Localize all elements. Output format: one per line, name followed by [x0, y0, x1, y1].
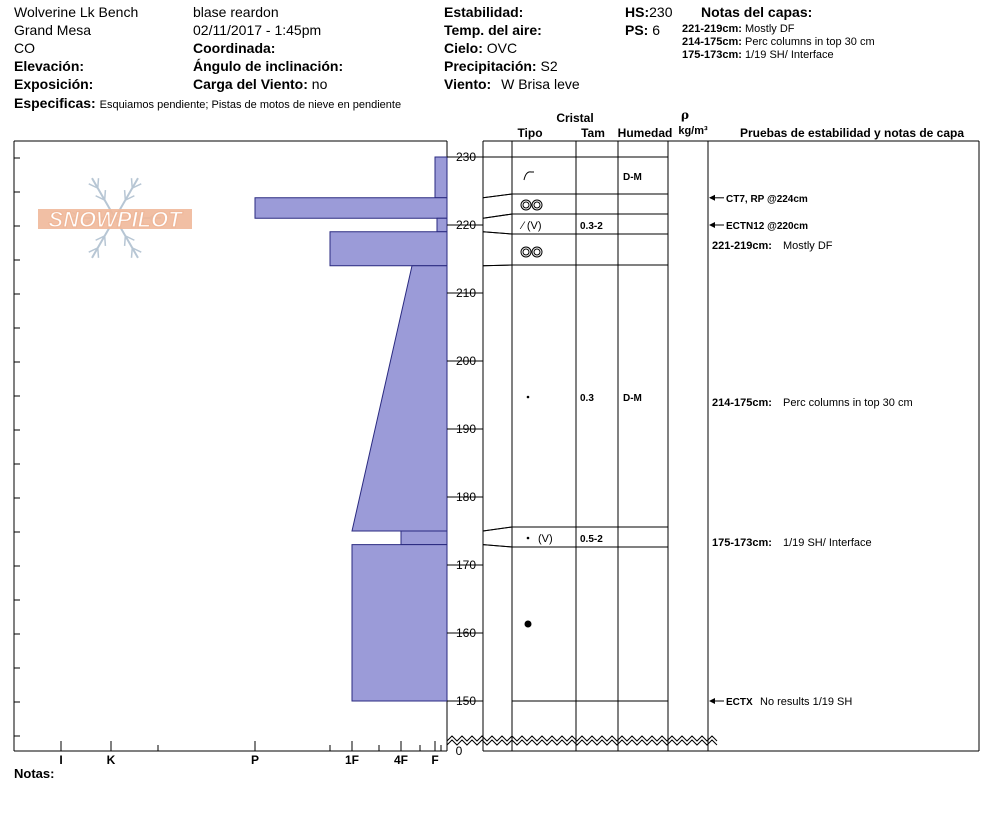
- layer-note-text: 1/19 SH/ Interface: [745, 49, 834, 61]
- grain-symbol: [524, 172, 534, 180]
- hs-label: HS:: [625, 4, 650, 20]
- hardness-tick-label: K: [106, 753, 116, 767]
- hardness-bars: [255, 157, 447, 701]
- layer-connector: [483, 265, 512, 266]
- layer-note-range: 214-175cm:: [682, 36, 742, 48]
- hardness-tick-label: I: [59, 753, 63, 767]
- rounded-grain-icon: [523, 202, 529, 208]
- sky-label: Cielo:: [444, 40, 483, 56]
- layer-connector: [483, 545, 512, 547]
- precip-value: S2: [540, 58, 558, 74]
- height-tick-label: 230: [455, 150, 477, 164]
- hardness-tick-label: 4F: [393, 753, 409, 767]
- snowpilot-logo: [38, 178, 192, 258]
- wind-label: Viento:: [444, 76, 492, 92]
- snowflake-branch: [105, 190, 106, 200]
- layer-connector: [483, 232, 512, 234]
- wind-load-value: no: [311, 76, 328, 92]
- exposure-label: Exposición:: [14, 76, 94, 92]
- height-tick-label: 170: [455, 558, 477, 572]
- sky-value: OVC: [486, 40, 518, 56]
- elevation-label: Elevación:: [14, 58, 85, 74]
- test-arrow-head: [709, 195, 715, 201]
- layer-note-text: Perc columns in top 30 cm: [783, 397, 913, 409]
- layer-connector: [483, 527, 512, 531]
- height-tick-label: 150: [455, 694, 477, 708]
- test-label: ECTX: [726, 697, 753, 708]
- test-arrow-head: [709, 698, 715, 704]
- snowflake-branch: [125, 190, 126, 200]
- slope-angle-label: Ángulo de inclinación:: [193, 58, 344, 74]
- hardness-tick-label: P: [250, 753, 260, 767]
- observation-datetime: 02/11/2017 - 1:45pm: [193, 22, 322, 38]
- hardness-bar: [352, 545, 447, 701]
- layer-connector: [483, 214, 512, 218]
- layer-note-range: 175-173cm:: [682, 49, 742, 61]
- snowflake-branch: [98, 248, 99, 258]
- height-tick-label: 220: [455, 218, 477, 232]
- height-tick-label: 190: [455, 422, 477, 436]
- snowflake-branch: [125, 236, 126, 246]
- grain-size-label: 0.3-2: [580, 221, 603, 232]
- layer-note-text: Mostly DF: [745, 23, 795, 35]
- layer-note-text: 1/19 SH/ Interface: [783, 537, 872, 549]
- layer-note-range: 175-173cm:: [712, 537, 772, 549]
- snowflake-branch: [105, 236, 106, 246]
- grain-symbol: [519, 220, 542, 232]
- snowflake-branch: [131, 248, 132, 258]
- hardness-bar: [435, 157, 447, 198]
- height-tick-label: 210: [455, 286, 477, 300]
- coordinate-label: Coordinada:: [193, 40, 276, 56]
- decomposing-icon: [524, 172, 534, 180]
- col-header-rho: ρ: [681, 108, 689, 122]
- stability-label: Estabilidad:: [444, 4, 524, 20]
- col-header-tests: Pruebas de estabilidad y notas de capa: [739, 126, 965, 140]
- snowflake-branch: [131, 178, 132, 188]
- grain-symbol: [527, 396, 530, 399]
- precip-label: Precipitación:: [444, 58, 537, 74]
- layer-note-range: 221-219cm:: [712, 240, 772, 252]
- grain-symbol: [527, 533, 553, 545]
- hardness-bar: [352, 266, 447, 531]
- layer-notes-title: Notas del capas:: [701, 4, 813, 20]
- grain-symbol: [521, 247, 542, 257]
- hardness-bar: [437, 218, 447, 232]
- ps-label: PS:: [625, 22, 649, 38]
- grain-size-label: 0.5-2: [580, 534, 603, 545]
- air-temp-label: Temp. del aire:: [444, 22, 542, 38]
- ps-value: 6: [652, 22, 661, 38]
- layer-rows: [519, 172, 642, 628]
- notes-label: Notas:: [14, 766, 55, 781]
- test-arrow-head: [709, 222, 715, 228]
- location-name: Wolverine Lk Bench: [14, 4, 139, 20]
- specifics-label: Especificas:: [14, 95, 96, 111]
- col-header-tipo: Tipo: [517, 126, 543, 140]
- large-round-icon: [525, 621, 532, 628]
- moisture-label: D-M: [623, 172, 642, 183]
- moisture-label: D-M: [623, 393, 642, 404]
- height-zero-label: 0: [455, 744, 463, 758]
- hardness-tick-label: F: [431, 753, 439, 767]
- faceted-grain-icon: ⁄ (V): [522, 220, 542, 232]
- rounded-grain-icon: [534, 202, 540, 208]
- test-label: ECTN12 @220cm: [726, 221, 809, 232]
- test-label: CT7, RP @224cm: [726, 193, 808, 205]
- height-tick-label: 160: [455, 626, 477, 640]
- small-round-icon: [527, 537, 530, 540]
- height-tick-label: 200: [455, 354, 477, 368]
- layer-connector: [483, 194, 512, 198]
- snowflake-branch: [98, 178, 99, 188]
- grain-symbol: [521, 200, 542, 210]
- small-round-icon: [527, 396, 530, 399]
- col-header-cristal: Cristal: [556, 111, 594, 125]
- grain-size-label: 0.3: [580, 393, 594, 404]
- hardness-tick-label: 1F: [344, 753, 360, 767]
- hardness-bar: [401, 531, 447, 545]
- height-tick-label: 180: [455, 490, 477, 504]
- snowpilot-logo-text: SNOWPILOT: [48, 207, 182, 232]
- rounded-grain-icon: [534, 249, 540, 255]
- range-name: Grand Mesa: [14, 22, 92, 38]
- hs-value: 230: [649, 4, 673, 20]
- col-header-tam: Tam: [581, 126, 605, 140]
- hardness-bar: [255, 198, 447, 218]
- wind-value: W Brisa leve: [501, 76, 580, 92]
- column-grid: [447, 141, 979, 751]
- observer-name: blase reardon: [193, 4, 279, 20]
- wind-load-label: Carga del Viento:: [193, 76, 308, 92]
- layer-note-range: 214-175cm:: [712, 397, 772, 409]
- grain-symbol: [525, 621, 532, 628]
- col-header-density: kg/m³: [678, 125, 708, 137]
- hardness-bar: [330, 232, 447, 266]
- faceted-grain-icon: (V): [538, 533, 553, 545]
- layer-note-range: 221-219cm:: [682, 23, 742, 35]
- stability-tests: [709, 194, 913, 708]
- test-note: No results 1/19 SH: [760, 696, 853, 708]
- layer-note-text: Mostly DF: [783, 240, 833, 252]
- layer-note-text: Perc columns in top 30 cm: [745, 36, 875, 48]
- state-name: CO: [14, 40, 35, 56]
- col-header-humedad: Humedad: [617, 126, 673, 140]
- specifics-value: Esquiamos pendiente; Pistas de motos de nieve en pendiente: [99, 99, 402, 111]
- rounded-grain-icon: [523, 249, 529, 255]
